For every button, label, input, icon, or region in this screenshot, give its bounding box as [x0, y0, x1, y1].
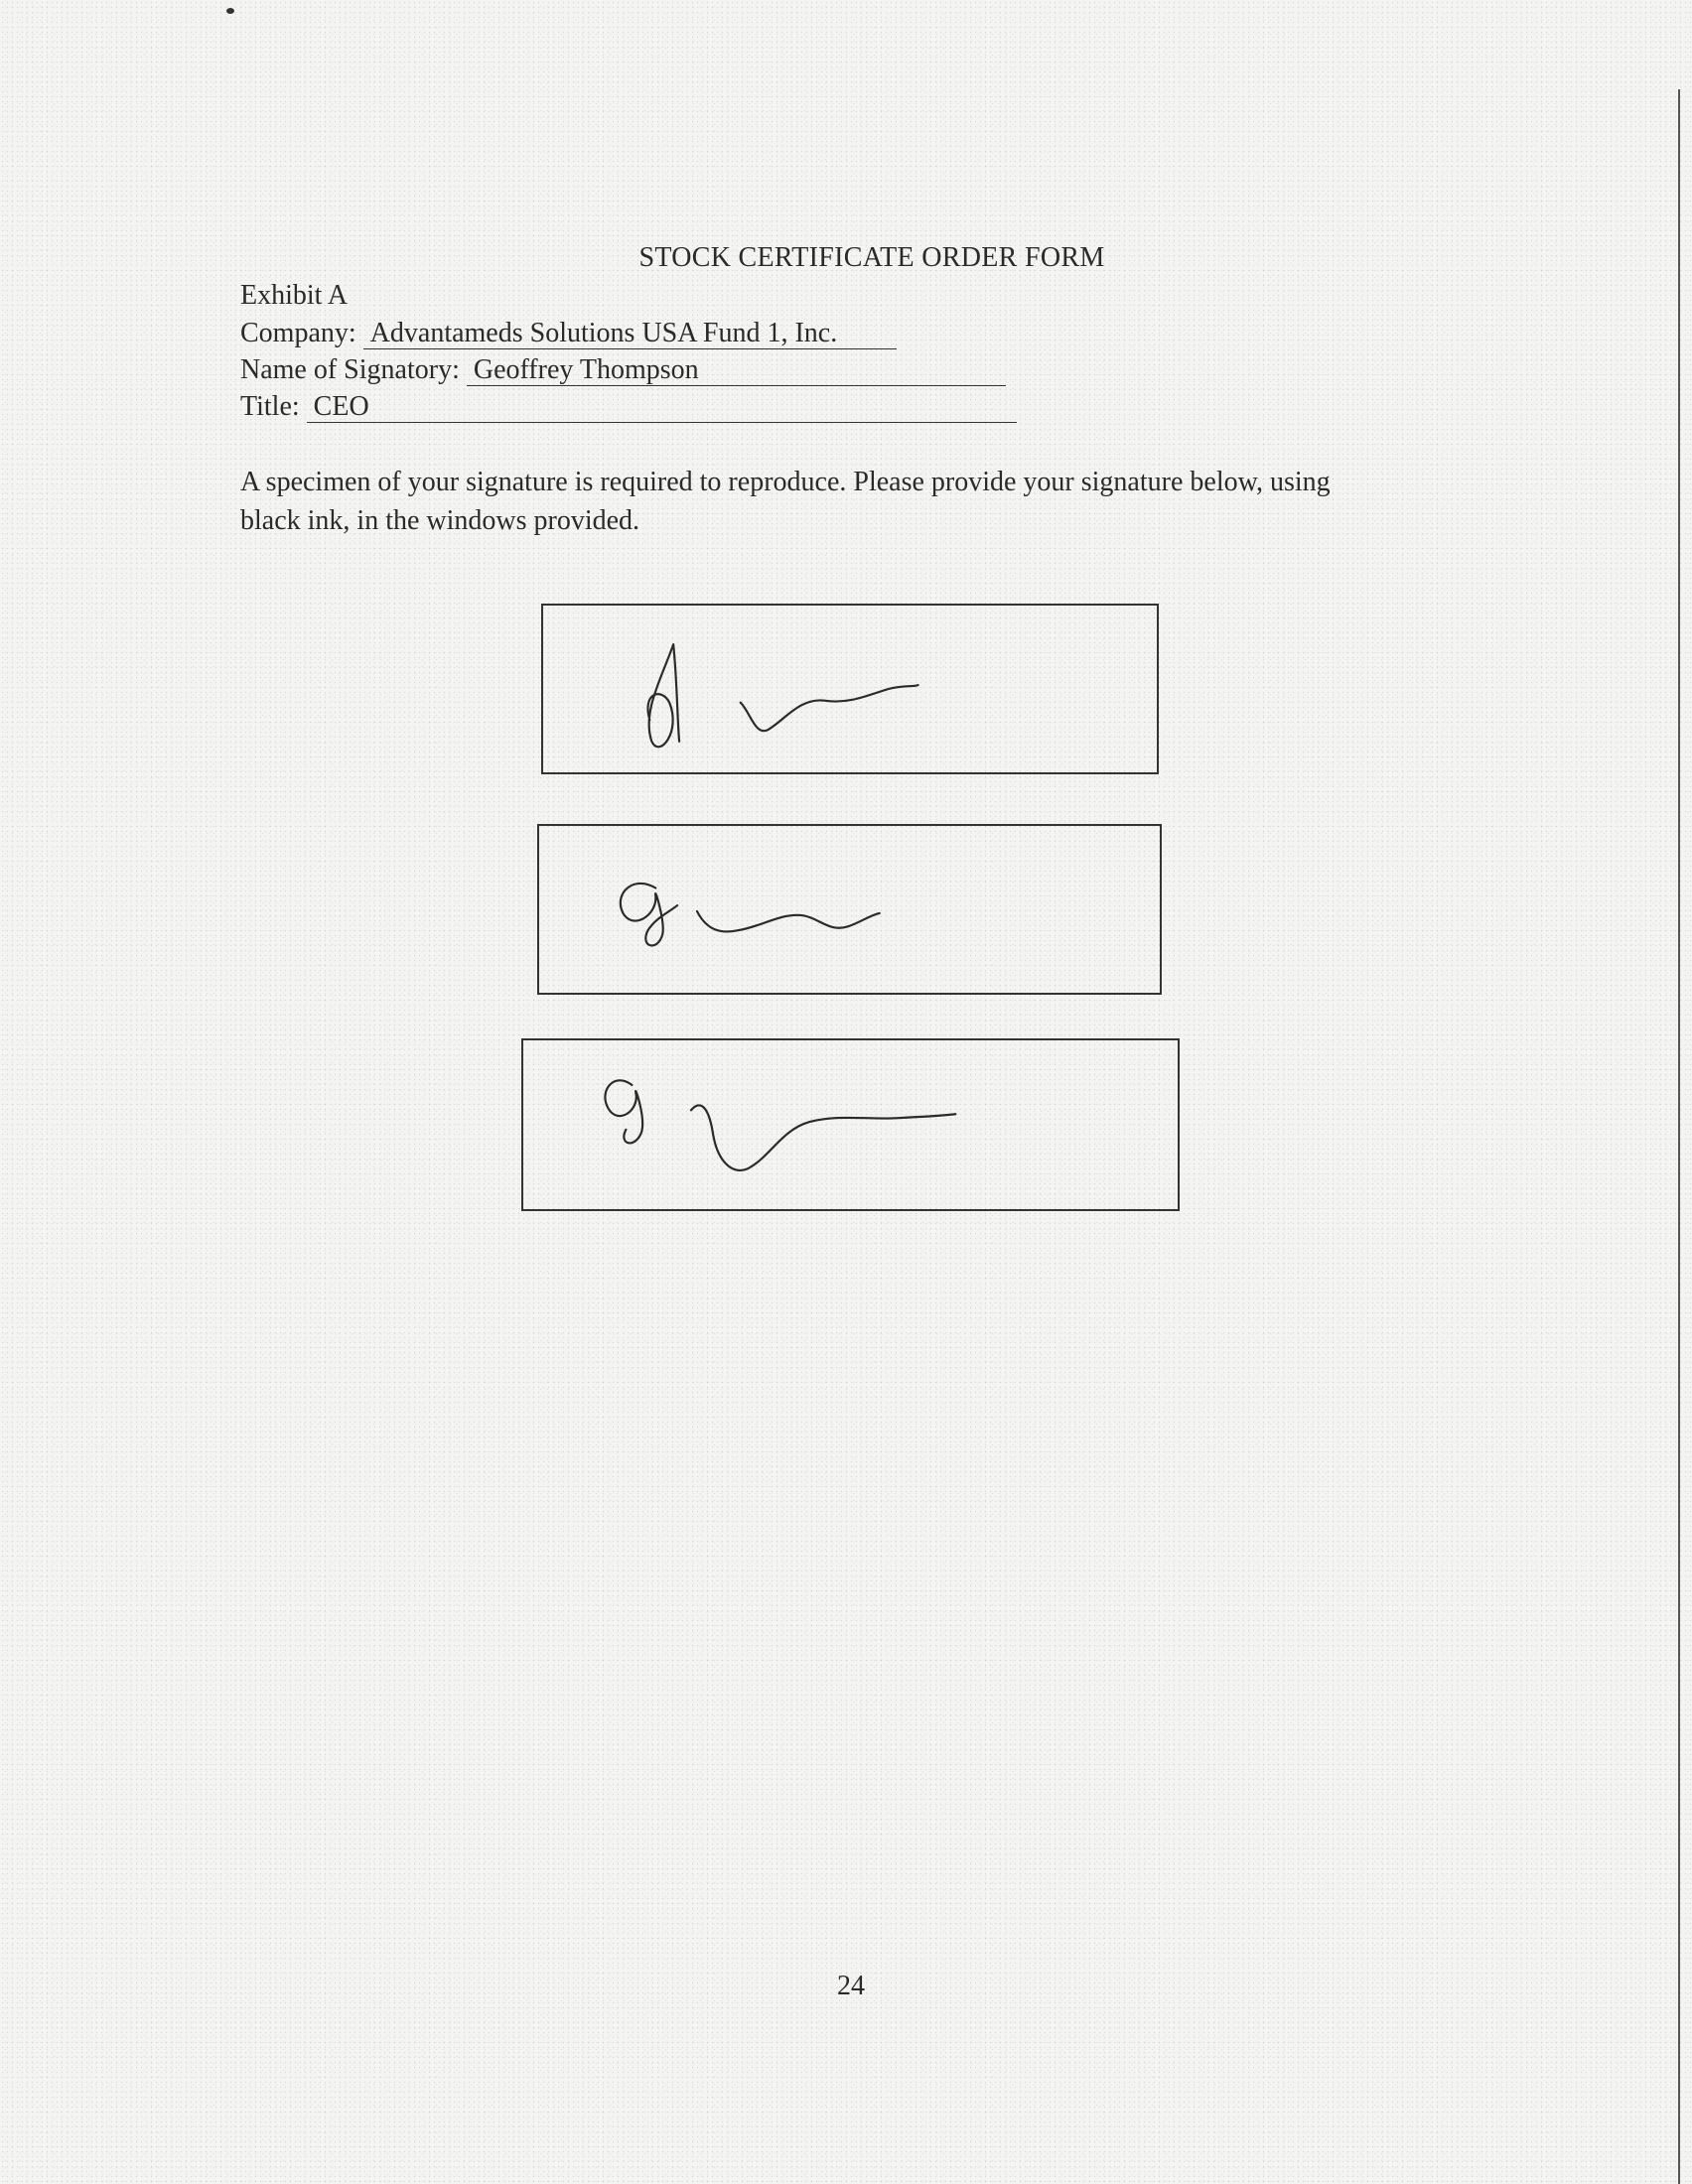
signatory-line	[240, 354, 1006, 386]
scan-speck	[226, 8, 234, 14]
signatory-value-text: Geoffrey Thompson	[473, 354, 699, 385]
signature-box-3[interactable]	[521, 1038, 1180, 1211]
title-value-text: CEO	[313, 391, 369, 422]
signatory-label: Name of Signatory:	[240, 354, 460, 385]
signature-instructions: A specimen of your signature is required to reproduce. Please provide your signature below, using black ink, in the windows provided.	[240, 467, 1331, 536]
company-label: Company:	[240, 318, 356, 348]
title-label: Title:	[240, 391, 300, 422]
handwritten-signature-3	[523, 1040, 1178, 1209]
handwritten-signature-2	[539, 826, 1160, 993]
exhibit-label: Exhibit A	[240, 280, 349, 311]
company-value	[363, 319, 897, 349]
company-value-text: Advantameds Solutions USA Fund 1, Inc.	[369, 318, 838, 348]
title-value	[307, 392, 1017, 423]
signatory-value	[467, 355, 1006, 386]
handwritten-signature-1	[543, 606, 1157, 772]
signature-box-1[interactable]	[541, 604, 1159, 774]
page-edge	[1678, 89, 1680, 2184]
signature-box-2[interactable]	[537, 824, 1162, 995]
page-number: 24	[837, 1971, 865, 2001]
title-line	[240, 391, 1017, 423]
company-line	[240, 318, 897, 349]
form-heading: STOCK CERTIFICATE ORDER FORM	[638, 242, 1105, 273]
